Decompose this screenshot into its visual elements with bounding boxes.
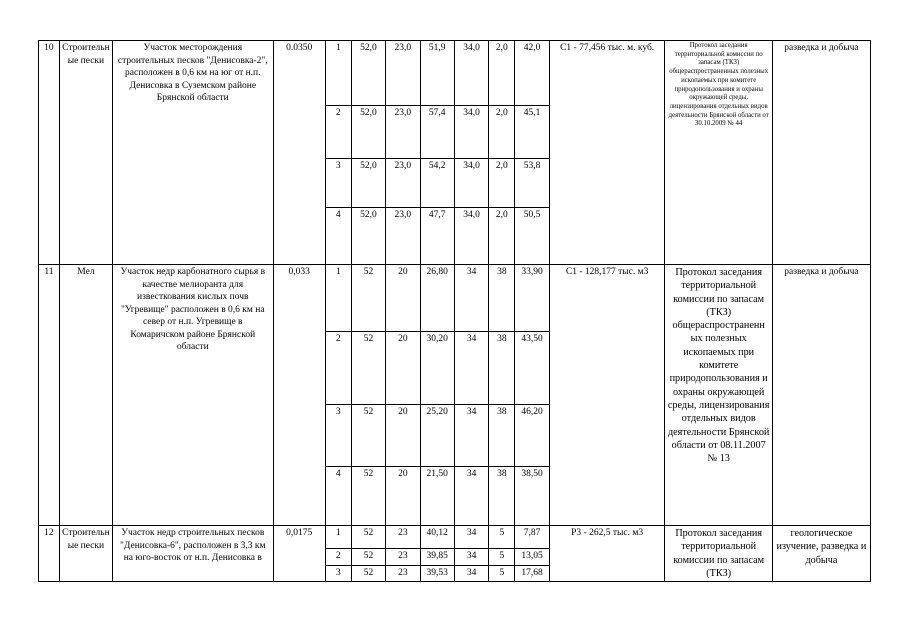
protocol: Протокол заседания территориальной комиссии по запасам (ТКЗ): [665, 526, 772, 582]
lat-deg: 52: [351, 549, 385, 565]
lat-sec: 51,9: [420, 41, 454, 106]
lat-sec: 39,53: [420, 565, 454, 581]
lat-deg: 52: [351, 332, 385, 405]
point-number: 4: [325, 467, 351, 526]
lon-deg: 34: [454, 526, 488, 549]
lon-min: 5: [489, 565, 515, 581]
lat-sec: 40,12: [420, 526, 454, 549]
lon-deg: 34: [454, 565, 488, 581]
lon-sec: 42,0: [515, 41, 549, 106]
site-area: 0.0350: [273, 41, 325, 265]
lon-min: 38: [489, 332, 515, 405]
lat-sec: 25,20: [420, 405, 454, 467]
reserves: С1 - 77,456 тыс. м. куб.: [549, 41, 665, 265]
protocol: Протокол заседания территориальной комиссии по запасам (ТКЗ) общераспространенных полезных ископаемых при комитете природопользования и охраны окружающей среды, лицензирования отдельных видов деятельности Брянской области от 30.10.2009 № 44: [665, 41, 772, 265]
lat-sec: 57,4: [420, 106, 454, 159]
lon-sec: 38,50: [515, 467, 549, 526]
lon-min: 5: [489, 526, 515, 549]
lat-min: 20: [386, 332, 420, 405]
lon-sec: 50,5: [515, 208, 549, 265]
point-number: 1: [325, 265, 351, 332]
lat-deg: 52: [351, 526, 385, 549]
purpose: геологическое изучение, разведка и добыча: [772, 526, 870, 582]
lat-min: 23,0: [386, 106, 420, 159]
purpose: разведка и добыча: [772, 265, 870, 526]
lat-deg: 52: [351, 265, 385, 332]
protocol: Протокол заседания территориальной комиссии по запасам (ТКЗ) общераспространенн ых полезных ископаемых при комитете природопользования и охраны окружающей среды, лицензирования отдельных видов деятельности Брянской области от 08.11.2007 № 13: [665, 265, 772, 526]
lon-sec: 43,50: [515, 332, 549, 405]
lon-min: 2,0: [489, 41, 515, 106]
lat-sec: 21,50: [420, 467, 454, 526]
lon-min: 38: [489, 467, 515, 526]
lon-min: 38: [489, 265, 515, 332]
point-number: 3: [325, 565, 351, 581]
lat-min: 23: [386, 565, 420, 581]
site-description: Участок месторождения строительных песков "Денисовка-2", расположен в 0,6 км на юг от н.п. Денисовка в Суземском районе Брянской области: [113, 41, 274, 265]
lat-min: 23,0: [386, 208, 420, 265]
mineral-type: Строительные пески: [59, 41, 112, 265]
point-number: 1: [325, 526, 351, 549]
site-description: Участок недр карбонатного сырья в качестве мелиоранта для известкования кислых почв "Угревище" расположен в 0,6 км на север от н.п. Угревище в Комаричском районе Брянской области: [113, 265, 274, 526]
lon-deg: 34,0: [454, 159, 488, 208]
lat-min: 23: [386, 549, 420, 565]
row-number: 10: [39, 41, 60, 265]
mineral-type: Мел: [59, 265, 112, 526]
point-number: 2: [325, 549, 351, 565]
lon-deg: 34,0: [454, 208, 488, 265]
lon-min: 38: [489, 405, 515, 467]
point-number: 3: [325, 405, 351, 467]
table-row: [39, 41, 871, 106]
lat-sec: 26,80: [420, 265, 454, 332]
lon-deg: 34,0: [454, 41, 488, 106]
lat-min: 23: [386, 526, 420, 549]
lon-deg: 34: [454, 467, 488, 526]
lon-deg: 34: [454, 405, 488, 467]
lat-min: 20: [386, 467, 420, 526]
lon-min: 5: [489, 549, 515, 565]
lon-sec: 17,68: [515, 565, 549, 581]
lon-sec: 53,8: [515, 159, 549, 208]
lat-deg: 52: [351, 467, 385, 526]
lat-sec: 30,20: [420, 332, 454, 405]
lat-deg: 52,0: [351, 159, 385, 208]
point-number: 1: [325, 41, 351, 106]
lon-deg: 34,0: [454, 106, 488, 159]
point-number: 3: [325, 159, 351, 208]
lon-sec: 13,05: [515, 549, 549, 565]
lat-min: 23,0: [386, 41, 420, 106]
lat-sec: 39,85: [420, 549, 454, 565]
row-number: 12: [39, 526, 60, 582]
lat-min: 20: [386, 405, 420, 467]
lon-min: 2,0: [489, 106, 515, 159]
lon-sec: 46,20: [515, 405, 549, 467]
site-description: Участок недр строительных песков "Денисовка-6", расположен в 3,3 км на юго-восток от н.п. Денисовка в: [113, 526, 274, 582]
lat-deg: 52: [351, 565, 385, 581]
lat-min: 23,0: [386, 159, 420, 208]
point-number: 4: [325, 208, 351, 265]
purpose: разведка и добыча: [772, 41, 870, 265]
lon-min: 2,0: [489, 159, 515, 208]
site-area: 0,033: [273, 265, 325, 526]
lon-sec: 33,90: [515, 265, 549, 332]
mineral-deposits-table: [38, 40, 871, 582]
reserves: Р3 - 262,5 тыс. м3: [549, 526, 665, 582]
lon-min: 2,0: [489, 208, 515, 265]
lat-min: 20: [386, 265, 420, 332]
lon-deg: 34: [454, 265, 488, 332]
lat-deg: 52,0: [351, 41, 385, 106]
lat-sec: 54,2: [420, 159, 454, 208]
lon-sec: 45,1: [515, 106, 549, 159]
lon-deg: 34: [454, 549, 488, 565]
table-row: [39, 526, 871, 549]
lat-deg: 52,0: [351, 208, 385, 265]
table-row: [39, 265, 871, 332]
mineral-type: Строительные пески: [59, 526, 112, 582]
point-number: 2: [325, 332, 351, 405]
lon-sec: 7,87: [515, 526, 549, 549]
lat-sec: 47,7: [420, 208, 454, 265]
site-area: 0,0175: [273, 526, 325, 582]
lat-deg: 52: [351, 405, 385, 467]
lon-deg: 34: [454, 332, 488, 405]
row-number: 11: [39, 265, 60, 526]
lat-deg: 52,0: [351, 106, 385, 159]
point-number: 2: [325, 106, 351, 159]
reserves: С1 - 128,177 тыс. м3: [549, 265, 665, 526]
